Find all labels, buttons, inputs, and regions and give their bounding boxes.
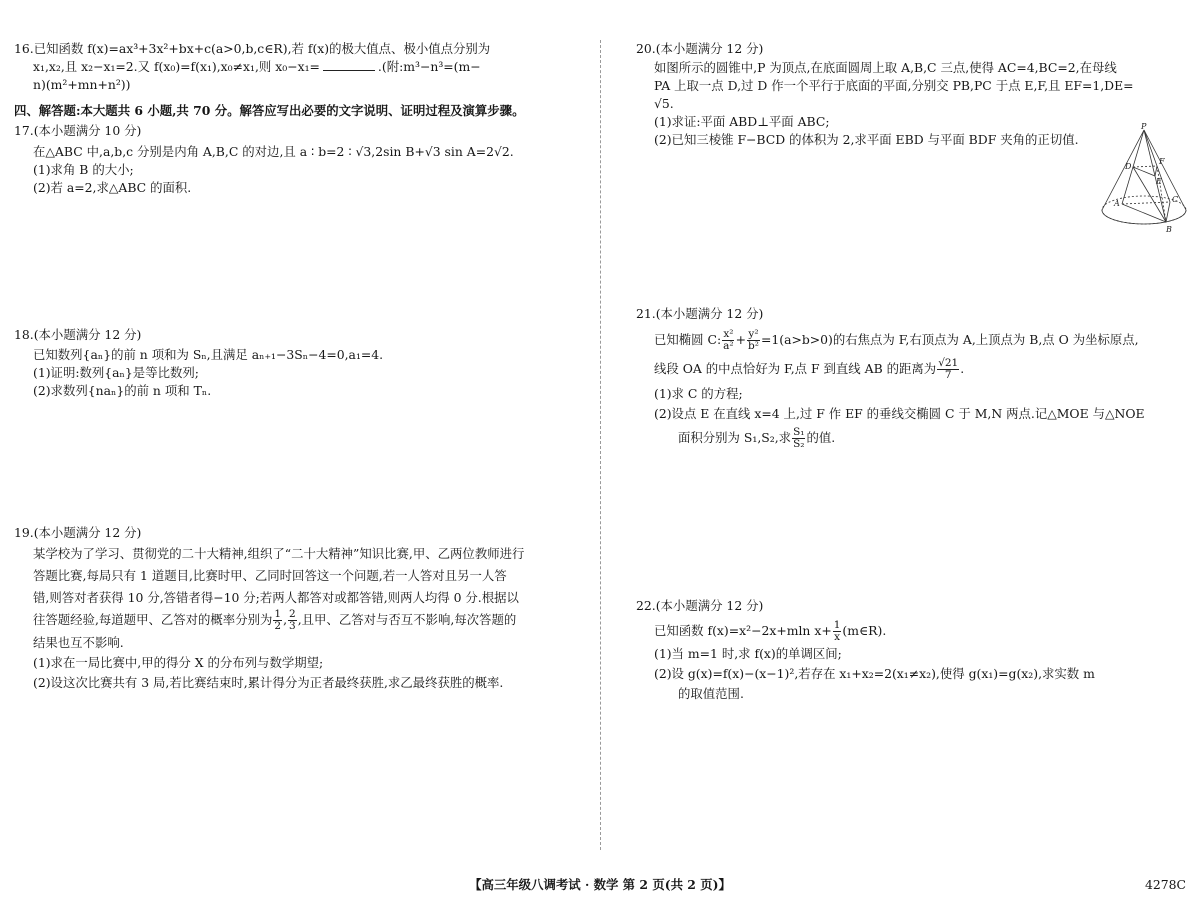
label-e: E (1156, 177, 1162, 186)
q19-line-3: 错,则答对者获得 10 分,答错者得−10 分;若两人都答对或都答错,则两人均得 0 分.根据以 (33, 589, 519, 605)
q16-line-2-text: x₁,x₂,且 x₂−x₁=2.又 f(x₀)=f(x₁),x₀≠x₁,则 x₀−x₁= (33, 58, 320, 74)
frac-numerator: √21 (938, 357, 959, 370)
q20-line-1: 如图所示的圆锥中,P 为顶点,在底面圆周上取 A,B,C 三点,使得 AC=4,BC=2,在母线 (654, 59, 1117, 75)
page-footer (0, 876, 1200, 896)
q19-line-5: 结果也互不影响. (33, 634, 124, 650)
cone-base-front-arc (1102, 210, 1186, 224)
q17-part-1: (1)求角 B 的大小; (33, 161, 134, 177)
section-header: 四、解答题:本大题共 6 小题,共 70 分。解答应写出必要的文字说明、证明过程及演算步骤。 (14, 103, 525, 118)
frac-denominator: x (834, 631, 841, 643)
frac-numerator: 2 (289, 607, 296, 620)
q19-heading: 19.(本小题满分 12 分) (14, 525, 142, 540)
question-19 (14, 524, 524, 692)
q21-heading: 21.(本小题满分 12 分) (636, 306, 764, 321)
q19-line-4 (33, 609, 524, 632)
footer-title: 【高三年级八调考试 · 数学 第 2 页(共 2 页)】 (469, 877, 731, 892)
segment-de (1133, 167, 1155, 176)
label-c: C (1172, 195, 1179, 204)
q22-part-2-cont: 的取值范围. (678, 685, 744, 701)
question-21 (636, 305, 1145, 450)
probability-fraction-1 (273, 609, 282, 632)
q21-part-1: (1)求 C 的方程; (654, 386, 743, 402)
label-d: D (1125, 162, 1132, 171)
q20-part-2: (2)已知三棱锥 F−BCD 的体积为 2,求平面 EBD 与平面 BDF 夹角的正切值. (654, 131, 1079, 147)
q21-line-1 (654, 329, 1145, 352)
frac-numerator: S₁ (793, 426, 805, 439)
q22-line-1 (654, 620, 1095, 643)
segment-bd (1133, 167, 1166, 222)
frac-denominator: b² (748, 340, 759, 352)
segment-bf (1157, 166, 1166, 222)
q19-part-1: (1)求在一局比赛中,甲的得分 X 的分布列与数学期望; (33, 654, 324, 670)
q21-part-2-cont (678, 427, 1145, 450)
q16-line-1: 16.已知函数 f(x)=ax³+3x²+bx+c(a>0,b,c∈R),若 f(x)的极大值点、极小值点分别为 (14, 41, 491, 56)
q21-part-2: (2)设点 E 在直线 x=4 上,过 F 作 EF 的垂线交椭圆 C 于 M,N 两点.记△MOE 与△NOE (654, 406, 1145, 422)
distance-fraction (937, 358, 959, 381)
q21-line-5-end: 的值. (806, 430, 836, 446)
q18-part-1: (1)证明:数列{aₙ}是等比数列; (33, 364, 199, 380)
q19-line-4-text: 往答题经验,每道题甲、乙答对的概率分别为 (33, 611, 273, 627)
segment-bc (1166, 202, 1170, 222)
q17-line-1: 在△ABC 中,a,b,c 分别是内角 A,B,C 的对边,且 a ∶ b=2 ∶ √3,2sin B+√3 sin A=2√2. (33, 143, 514, 159)
q16-line-3: n)(m²+mn+n²)) (33, 76, 131, 92)
probability-fraction-2 (288, 609, 297, 632)
q19-part-2: (2)设这次比赛共有 3 局,若比赛结束时,累计得分为正者最终获胜,求乙最终获胜的概率. (33, 674, 504, 690)
q21-line-1-text: 已知椭圆 C: (654, 332, 722, 347)
q16-line-2 (33, 58, 490, 76)
label-a: A (1114, 199, 1120, 208)
reciprocal-fraction (833, 620, 842, 643)
area-ratio-fraction (792, 427, 805, 450)
frac-numerator: 1 (833, 618, 841, 631)
frac-numerator: 1 (274, 607, 282, 620)
plus-sign: + (735, 332, 747, 347)
ellipse-fraction-y (747, 329, 760, 352)
frac-denominator: 2 (274, 619, 282, 632)
q18-part-2: (2)求数列{naₙ}的前 n 项和 Tₙ. (33, 382, 212, 398)
q22-line-1-text: 已知函数 f(x)=x²−2x+mln x+ (654, 623, 832, 638)
q18-line-1: 已知数列{aₙ}的前 n 项和为 Sₙ,且满足 aₙ₊₁−3Sₙ−4=0,a₁=4. (33, 346, 384, 362)
q18-heading: 18.(本小题满分 12 分) (14, 327, 142, 342)
q22-part-2: (2)设 g(x)=f(x)−(x−1)²,若存在 x₁+x₂=2(x₁≠x₂),使得 g(x₁)=g(x₂),求实数 m (654, 666, 1095, 681)
frac-denominator: 3 (289, 619, 296, 632)
label-p: P (1141, 122, 1147, 131)
frac-numerator: x² (723, 327, 734, 340)
question-16 (14, 40, 490, 94)
q20-heading: 20.(本小题满分 12 分) (636, 41, 764, 56)
q21-line-2-end: . (960, 361, 965, 377)
frac-numerator: y² (748, 327, 759, 340)
column-divider (600, 40, 601, 850)
q19-line-4-rest: ,且甲、乙答对与否互不影响,每次答题的 (297, 611, 517, 627)
segment-df (1133, 166, 1157, 167)
frac-denominator: a² (723, 340, 734, 352)
label-b: B (1166, 225, 1172, 234)
q21-line-2-text: 线段 OA 的中点恰好为 F,点 F 到直线 AB 的距离为 (654, 361, 937, 377)
q20-line-2: PA 上取一点 D,过 D 作一个平行于底面的平面,分别交 PB,PC 于点 E,F,且 EF=1,DE= (654, 77, 1134, 93)
question-22 (636, 597, 1095, 703)
frac-denominator: 7 (944, 369, 952, 382)
q19-line-2: 答题比赛,每局只有 1 道题目,比赛时甲、乙同时回答这一个问题,若一人答对且另一人答 (33, 567, 507, 583)
q22-heading: 22.(本小题满分 12 分) (636, 598, 764, 613)
q17-heading: 17.(本小题满分 10 分) (14, 123, 142, 138)
cone-figure (1098, 122, 1190, 234)
question-20 (636, 40, 1134, 149)
cone-edge-left (1102, 130, 1144, 210)
segment-ef (1155, 166, 1157, 176)
ellipse-fraction-x (722, 329, 734, 352)
q16-line-2-note: .(附:m³−n³=(m− (377, 58, 481, 74)
q19-line-1: 某学校为了学习、贯彻党的二十大精神,组织了“二十大精神”知识比赛,甲、乙两位教师进行 (33, 545, 525, 561)
q21-line-1-rest: =1(a>b>0)的右焦点为 F,右顶点为 A,上顶点为 B,点 O 为坐标原点, (760, 332, 1139, 347)
q20-line-3: √5. (654, 95, 674, 111)
q19-separator: , (283, 611, 288, 627)
answer-blank[interactable] (323, 59, 375, 71)
frac-denominator: S₂ (793, 438, 805, 451)
q21-line-5-text: 面积分别为 S₁,S₂,求 (678, 430, 792, 446)
q22-line-1-rest: (m∈R). (842, 623, 887, 638)
q20-part-1: (1)求证:平面 ABD⊥平面 ABC; (654, 113, 830, 129)
label-f: F (1159, 157, 1165, 166)
q17-part-2: (2)若 a=2,求△ABC 的面积. (33, 179, 192, 195)
segment-ab (1122, 204, 1166, 222)
question-18 (14, 326, 383, 400)
question-17 (14, 122, 514, 197)
document-code: 4278C (1144, 877, 1186, 892)
q21-line-2 (654, 358, 1145, 381)
q22-part-1: (1)当 m=1 时,求 f(x)的单调区间; (654, 646, 842, 662)
